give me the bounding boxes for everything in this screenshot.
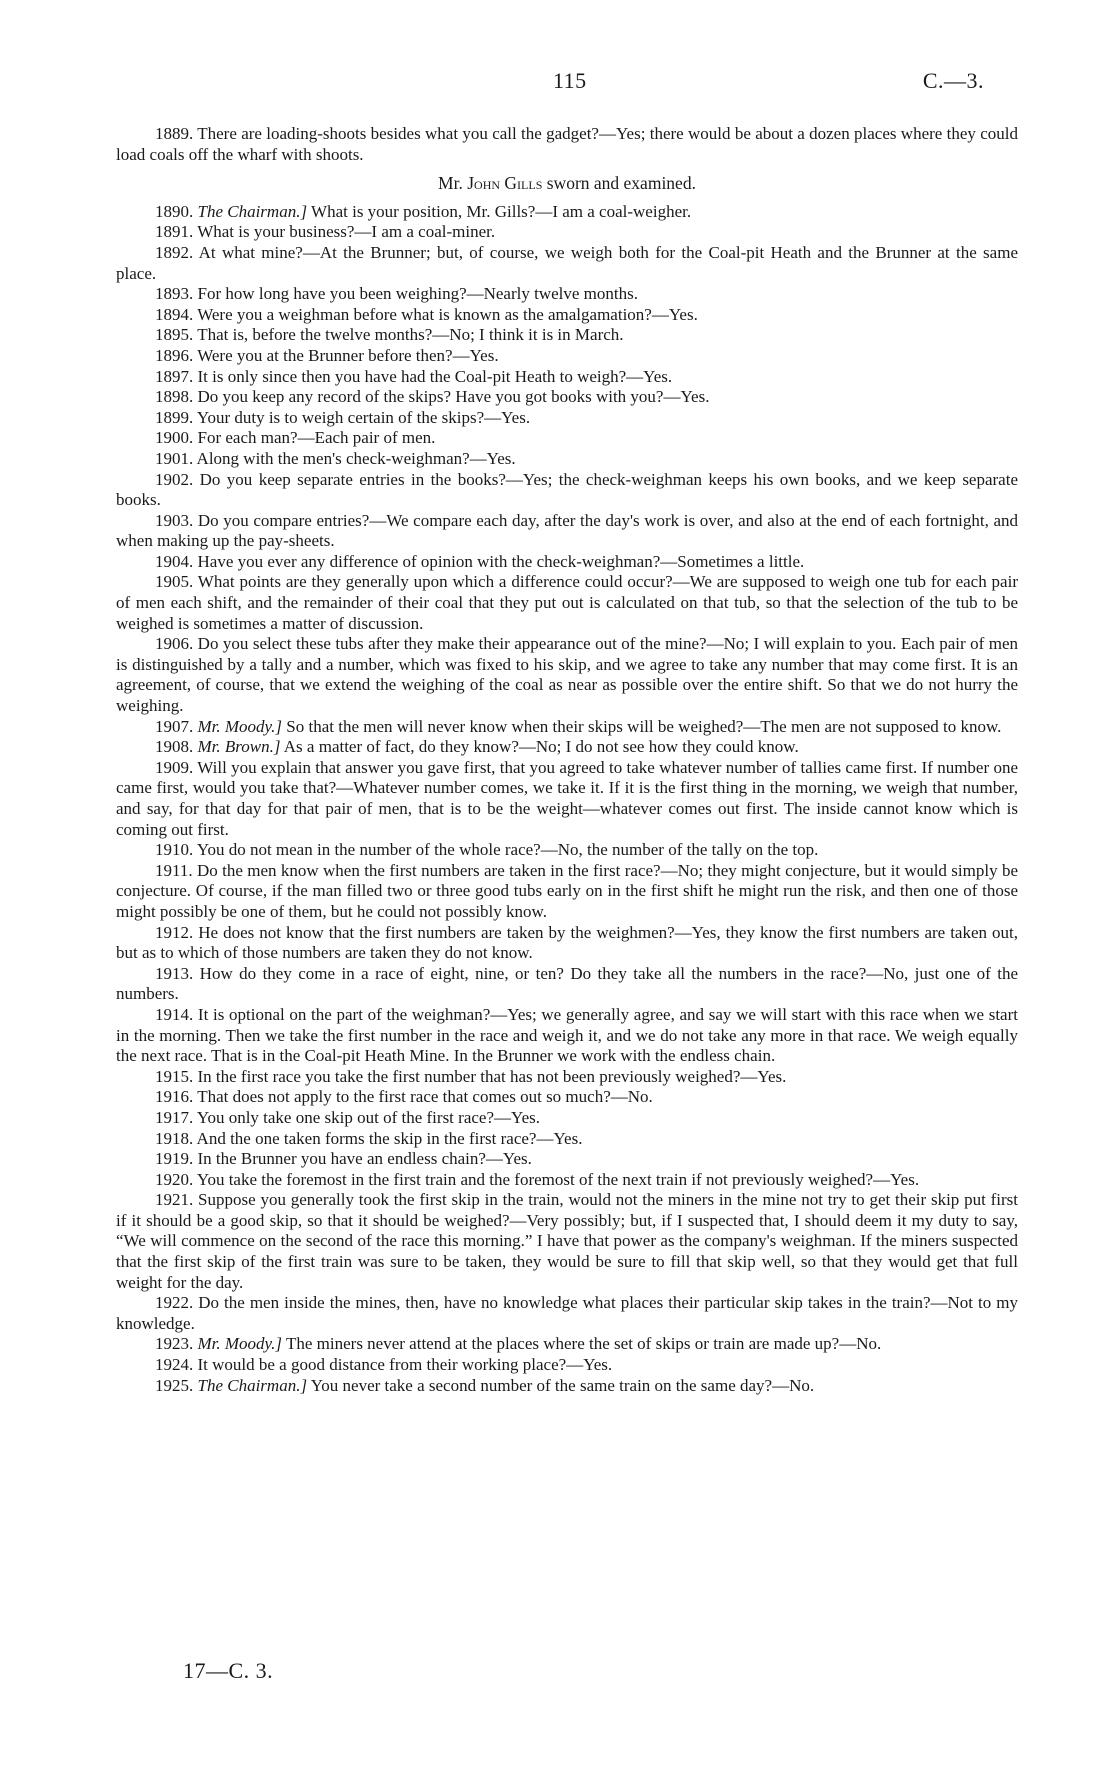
paragraph: 1921. Suppose you generally took the first skip in the train, would not the miners in the mine not try to get their skip put first if it should be a good skip, so that it should be weighed?—Very possibly; but, if I suspected that, I should deem it my duty to say, “We will commence on the second of the race this morning.” I have that power as the company's weighman. If the miners suspected that the first skip of the first train was sure to be taken, they would be sure to fill that skip well, so that they would get that full weight for the day. — [116, 1190, 1018, 1292]
paragraph: 1920. You take the foremost in the first train and the foremost of the next train if not previously weighed?—Yes. — [155, 1169, 920, 1189]
paragraph: 1913. How do they come in a race of eight, nine, or ten? Do they take all the numbers in the race?—No, just one of the numbers. — [116, 963, 1018, 1004]
paragraph: 1915. In the first race you take the first number that has not been previously weighed?—Yes. — [155, 1066, 787, 1086]
paragraph: 1906. Do you select these tubs after they make their appearance out of the mine?—No; I will explain to you. Each pair of men is distinguished by a tally and a number, which was fixed to his skip, and we agree to take any number that may come first. It is an agreement, of course, that we extend the weighing of the coal as near as possible over the entire shift. So that we do not hurry the weighing. — [116, 634, 1018, 716]
paragraph: 1900. For each man?—Each pair of men. — [155, 428, 436, 448]
paragraph: 1923. Mr. Moody.] The miners never attend at the places where the set of skips or train are made up?—No. — [155, 1334, 882, 1354]
paragraph: 1903. Do you compare entries?—We compare each day, after the day's work is over, and also at the end of each fortnight, and when making up the pay-sheets. — [116, 510, 1018, 551]
paragraph: 1897. It is only since then you have had the Coal-pit Heath to weigh?—Yes. — [155, 366, 673, 386]
paragraph: 1910. You do not mean in the number of the whole race?—No, the number of the tally on the top. — [155, 840, 819, 860]
paragraph: 1924. It would be a good distance from their working place?—Yes. — [155, 1355, 613, 1375]
witness-heading: Mr. John Gills sworn and examined. — [438, 173, 696, 194]
paragraph: 1914. It is optional on the part of the weighman?—Yes; we generally agree, and say we will start with this race when we start in the morning. Then we take the first number in the race and weigh it, and we do not take any more in that race. We weigh equally the next race. That is in the Coal-pit Heath Mine. In the Brunner we work with the endless chain. — [116, 1004, 1018, 1066]
paragraph: 1918. And the one taken forms the skip in the first race?—Yes. — [155, 1128, 583, 1148]
paragraph: 1917. You only take one skip out of the first race?—Yes. — [155, 1107, 540, 1127]
paragraph: 1909. Will you explain that answer you gave first, that you agreed to take whatever number of tallies came first. If number one came first, would you take that?—Whatever number comes, we take it. If it is the first thing in the morning, we weigh that number, and say, for that day for that pair of men, that is to be the weight—whatever comes out first. The inside cannot know which is coming out first. — [116, 757, 1018, 839]
page-number: 115 — [553, 68, 587, 93]
paragraph: 1905. What points are they generally upon which a difference could occur?—We are supposed to weigh one tub for each pair of men each shift, and the remainder of their coal that they put out is calculated on that tub, so that the selection of the tub to be weighed is sometimes a matter of discussion. — [116, 572, 1018, 633]
paragraph: 1898. Do you keep any record of the skips? Have you got books with you?—Yes. — [155, 387, 710, 407]
paragraph: 1899. Your duty is to weigh certain of the skips?—Yes. — [155, 407, 531, 427]
paragraph: 1907. Mr. Moody.] So that the men will never know when their skips will be weighed?—The men are not supposed to know. — [155, 716, 1002, 736]
paragraph: 1925. The Chairman.] You never take a second number of the same train on the same day?—No. — [155, 1375, 815, 1395]
paragraph: 1890. The Chairman.] What is your position, Mr. Gills?—I am a coal-weigher. — [155, 201, 692, 221]
document-body — [116, 124, 1018, 1396]
paragraph: 1902. Do you keep separate entries in the books?—Yes; the check-weighman keeps his own books, and we keep separate books. — [116, 469, 1018, 510]
signature-mark: 17—C. 3. — [183, 1658, 274, 1683]
paragraph: 1904. Have you ever any difference of opinion with the check-weighman?—Sometimes a little. — [155, 551, 805, 571]
paragraph: 1889. There are loading-shoots besides what you call the gadget?—Yes; there would be about a dozen places where they could load coals off the wharf with shoots. — [116, 124, 1018, 164]
paragraph: 1911. Do the men know when the first numbers are taken in the first race?—No; they might conjecture, but it would simply be conjecture. Of course, if the man filled two or three good tubs early on in the first shift he might run the risk, and then one of those might possibly be one of them, but he could not possibly know. — [116, 860, 1018, 921]
paragraph: 1922. Do the men inside the mines, then, have no knowledge what places their particular skip takes in the train?—Not to my knowledge. — [116, 1293, 1018, 1333]
paragraph: 1912. He does not know that the first numbers are taken by the weighmen?—Yes, they know the first numbers are taken out, but as to which of those numbers are taken they do not know. — [116, 922, 1018, 963]
paragraph: 1892. At what mine?—At the Brunner; but, of course, we weigh both for the Coal-pit Heath and the Brunner at the same place. — [116, 242, 1018, 283]
paragraph: 1919. In the Brunner you have an endless chain?—Yes. — [155, 1149, 532, 1169]
paragraph: 1916. That does not apply to the first race that comes out so much?—No. — [155, 1087, 653, 1107]
paragraph: 1901. Along with the men's check-weighman?—Yes. — [155, 448, 516, 468]
paragraph: 1895. That is, before the twelve months?—No; I think it is in March. — [155, 325, 624, 345]
paragraph: 1894. Were you a weighman before what is known as the amalgamation?—Yes. — [155, 304, 698, 324]
paragraph: 1908. Mr. Brown.] As a matter of fact, do they know?—No; I do not see how they could know. — [155, 737, 799, 757]
paragraph: 1891. What is your business?—I am a coal-miner. — [155, 222, 496, 242]
paragraph: 1896. Were you at the Brunner before then?—Yes. — [155, 345, 499, 365]
document-reference: C.—3. — [922, 68, 984, 93]
paragraph: 1893. For how long have you been weighing?—Nearly twelve months. — [155, 284, 638, 304]
